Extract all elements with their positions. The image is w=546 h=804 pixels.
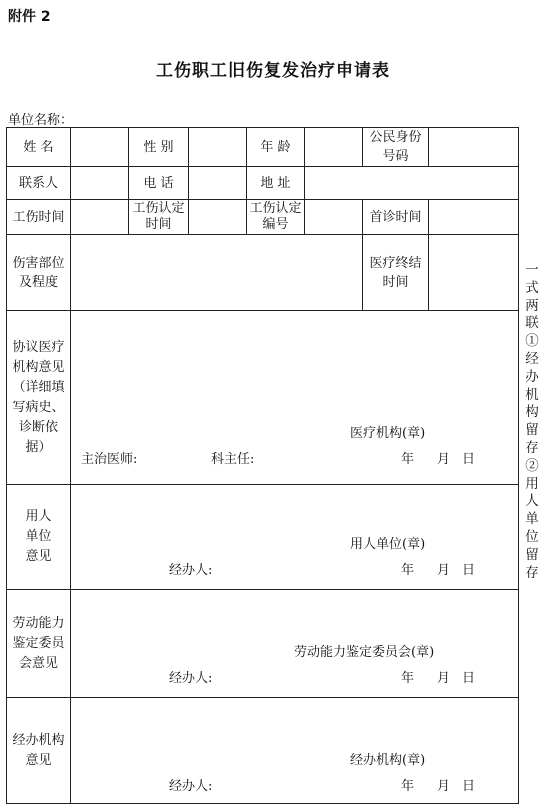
month-label: 月 [436, 452, 450, 467]
gender-label: 性 别 [129, 128, 189, 167]
agency-stamp: 经办机构(章) [350, 753, 426, 768]
year-label: 年 [400, 779, 414, 794]
day-label: 日 [462, 563, 476, 578]
medical-date [390, 450, 475, 469]
committee-handler-label: 经办人: [169, 671, 213, 686]
row-injury-time [7, 200, 519, 235]
annex-label: 附件 2 [8, 9, 51, 25]
row-committee-opinion [7, 590, 519, 698]
side-note-vertical: 一式两联①经办机构留存②用人单位留存 [525, 262, 539, 581]
medical-opinion-area[interactable] [71, 311, 519, 485]
injury-time-field[interactable] [71, 200, 129, 235]
department-director-label: 科主任: [211, 452, 255, 467]
row-contact [7, 167, 519, 200]
employer-stamp: 用人单位(章) [350, 537, 426, 552]
row-employer-opinion [7, 485, 519, 590]
row-medical-opinion [7, 311, 519, 485]
year-label: 年 [400, 452, 414, 467]
employer-opinion-label: 用人单位意见 [7, 485, 71, 590]
month-label: 月 [436, 563, 450, 578]
month-label: 月 [436, 779, 450, 794]
application-form-table [6, 127, 519, 804]
row-basic-info [7, 128, 519, 167]
medical-opinion-label: 协议医疗机构意见（详细填写病史、诊断依据） [7, 311, 71, 485]
committee-stamp: 劳动能力鉴定委员会(章) [294, 645, 435, 660]
row-injury-part [7, 235, 519, 311]
name-field[interactable] [71, 128, 129, 167]
employer-opinion-area[interactable] [71, 485, 519, 590]
day-label: 日 [462, 671, 476, 686]
committee-date [390, 669, 475, 688]
form-title: 工伤职工旧伤复发治疗申请表 [156, 61, 390, 81]
recognition-number-label: 工伤认定编号 [247, 200, 305, 235]
contact-label: 联系人 [7, 167, 71, 200]
committee-opinion-label: 劳动能力鉴定委员会意见 [7, 590, 71, 698]
injury-part-label: 伤害部位及程度 [7, 235, 71, 311]
agency-opinion-area[interactable] [71, 698, 519, 804]
id-number-label: 公民身份号码 [363, 128, 429, 167]
injury-part-field[interactable] [71, 235, 363, 311]
contact-field[interactable] [71, 167, 129, 200]
address-label: 地 址 [247, 167, 305, 200]
medical-stamp: 医疗机构(章) [350, 426, 426, 441]
treatment-end-label: 医疗终结时间 [363, 235, 429, 311]
employer-handler-label: 经办人: [169, 563, 213, 578]
id-number-field[interactable] [429, 128, 519, 167]
agency-opinion-label: 经办机构意见 [7, 698, 71, 804]
first-visit-label: 首诊时间 [363, 200, 429, 235]
attending-doctor-label: 主治医师: [81, 452, 138, 467]
recognition-time-label: 工伤认定时间 [129, 200, 189, 235]
unit-name-label: 单位名称： [8, 113, 74, 128]
agency-handler-label: 经办人: [169, 779, 213, 794]
month-label: 月 [436, 671, 450, 686]
employer-date [390, 561, 475, 580]
year-label: 年 [400, 563, 414, 578]
age-label: 年 龄 [247, 128, 305, 167]
name-label: 姓 名 [7, 128, 71, 167]
day-label: 日 [462, 452, 476, 467]
day-label: 日 [462, 779, 476, 794]
recognition-number-field[interactable] [305, 200, 363, 235]
address-field[interactable] [305, 167, 519, 200]
injury-time-label: 工伤时间 [7, 200, 71, 235]
age-field[interactable] [305, 128, 363, 167]
phone-label: 电 话 [129, 167, 189, 200]
treatment-end-field[interactable] [429, 235, 519, 311]
recognition-time-field[interactable] [189, 200, 247, 235]
first-visit-field[interactable] [429, 200, 519, 235]
row-agency-opinion [7, 698, 519, 804]
committee-opinion-area[interactable] [71, 590, 519, 698]
phone-field[interactable] [189, 167, 247, 200]
year-label: 年 [400, 671, 414, 686]
agency-date [390, 777, 475, 796]
gender-field[interactable] [189, 128, 247, 167]
